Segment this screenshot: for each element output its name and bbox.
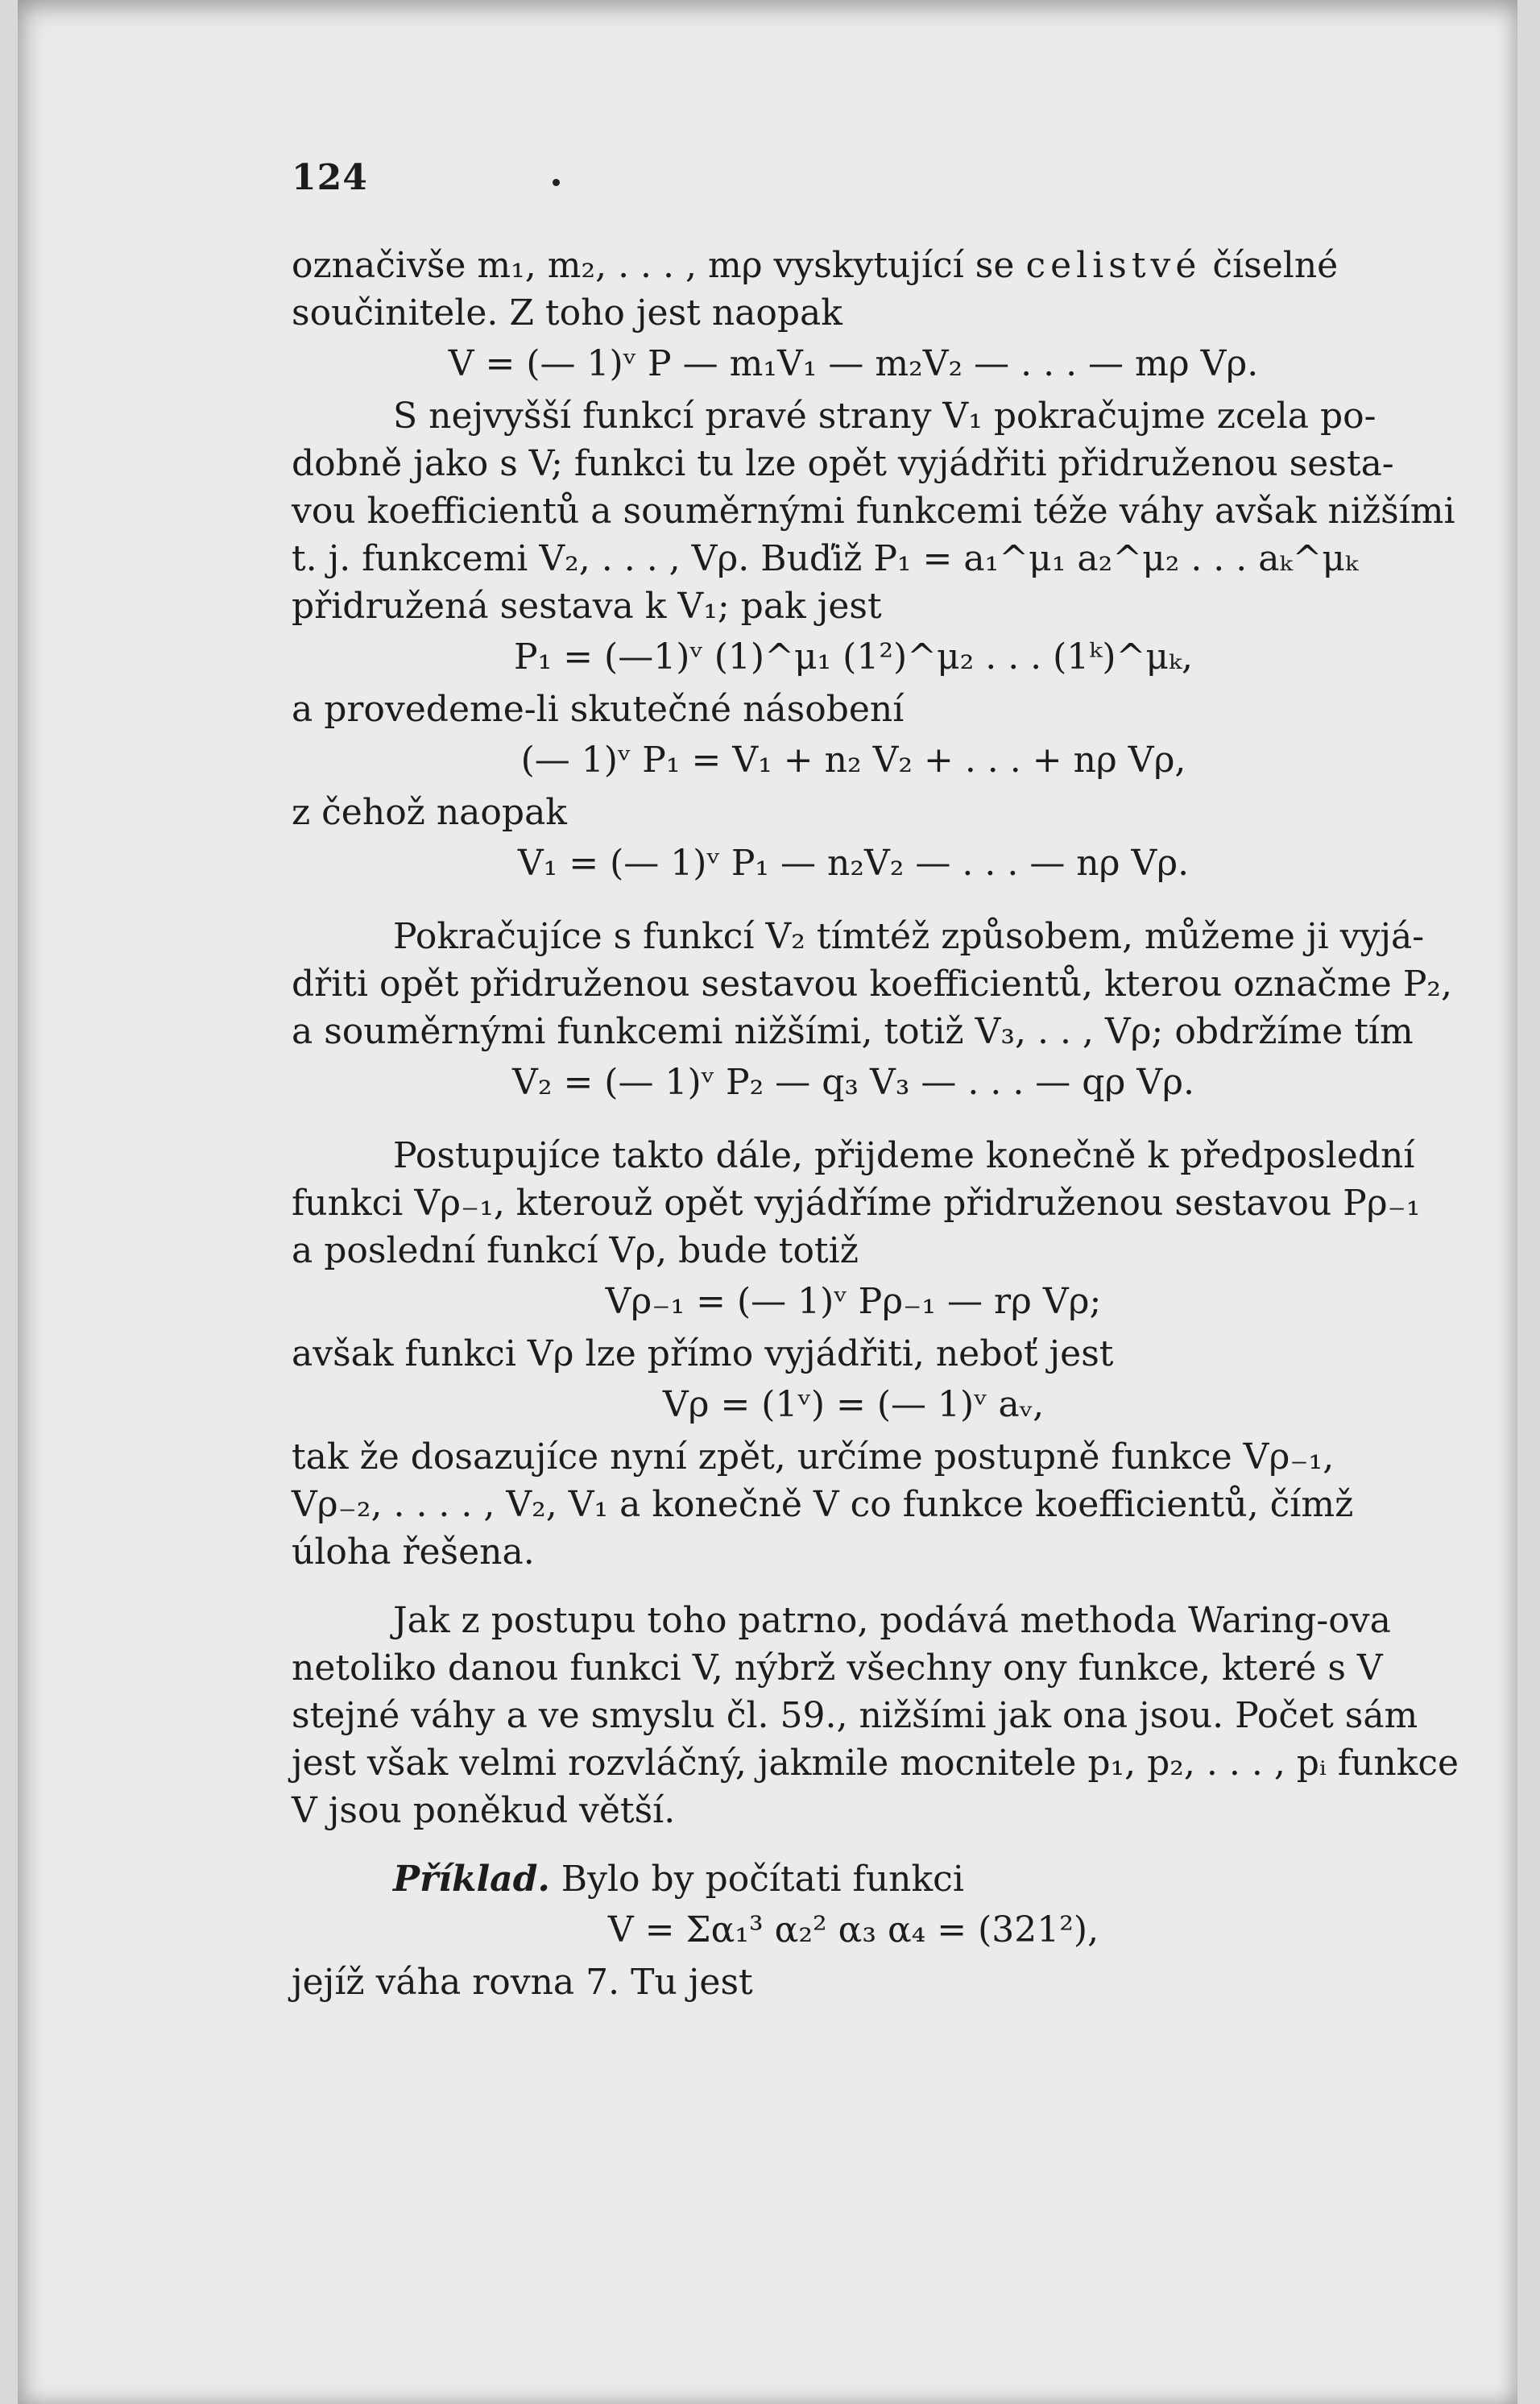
- paragraph-5-cont: [292, 960, 1453, 1055]
- equation-5: V₂ = (— 1)ᵛ P₂ — q₃ V₃ — . . . — qρ Vρ.: [512, 1062, 1194, 1103]
- paragraph-6-line-1: Postupujíce takto dále, přijdeme konečně k předposlední: [393, 1135, 1415, 1176]
- paragraph-9-cont: [292, 1644, 1459, 1834]
- paragraph-2-line-3: vou koefficientů a souměrnými funkcemi téže váhy avšak nižšími: [292, 491, 1455, 532]
- paragraph-4: z čehož naopak: [292, 792, 567, 833]
- example-label: Příklad.: [393, 1859, 550, 1900]
- paragraph-2-line-2: dobně jako s V; funkci tu lze opět vyjádřiti přidruženou sesta-: [292, 443, 1394, 484]
- paragraph-6-line-2: funkci Vρ₋₁, kterouž opět vyjádříme přidruženou sestavou Pρ₋₁: [292, 1183, 1421, 1224]
- paragraph-6-cont: [292, 1179, 1421, 1275]
- paragraph-5-line-1: Pokračujíce s funkcí V₂ tímtéž způsobem, můžeme ji vyjá-: [393, 916, 1425, 957]
- paragraph-9-line-2: netoliko danou funkci V, nýbrž všechny ony funkce, které s V: [292, 1648, 1383, 1689]
- paragraph-9-line-4: jest však velmi rozvláčný, jakmile mocnitele p₁, p₂, . . . , pᵢ funkce: [292, 1743, 1459, 1784]
- paragraph-1-line-1c: číselné: [1212, 245, 1339, 286]
- paragraph-1-line-1a: označivše m₁, m₂, . . . , mρ vyskytující se: [292, 245, 1015, 286]
- paragraph-5-line-3: a souměrnými funkcemi nižšími, totiž V₃, . . , Vρ; obdržíme tím: [292, 1011, 1414, 1052]
- paragraph-8-line-2: Vρ₋₂, . . . . , V₂, V₁ a konečně V co funkce koefficientů, čímž: [292, 1484, 1354, 1525]
- paragraph-2-line-4: t. j. funkcemi V₂, . . . , Vρ. Buďiž P₁ = a₁^μ₁ a₂^μ₂ . . . aₖ^μₖ: [292, 538, 1359, 579]
- paragraph-2-cont: [292, 440, 1455, 630]
- paragraph-8-line-3: úloha řešena.: [292, 1532, 535, 1573]
- example-text: Bylo by počítati funkci: [561, 1859, 964, 1900]
- paragraph-3: a provedeme-li skutečné násobení: [292, 689, 905, 730]
- paragraph-1-spaced-word: celistvé: [1025, 245, 1202, 286]
- paragraph-7: avšak funkci Vρ lze přímo vyjádřiti, neboť jest: [292, 1333, 1114, 1374]
- equation-3: (— 1)ᵛ P₁ = V₁ + n₂ V₂ + . . . + nρ Vρ,: [520, 740, 1186, 781]
- paragraph-2: [292, 392, 1415, 440]
- paragraph-9-line-5: V jsou poněkud větší.: [292, 1790, 676, 1831]
- page-sheet: [18, 0, 1517, 2404]
- paragraph-1: [292, 242, 1415, 337]
- paragraph-9: [292, 1597, 1415, 1644]
- paragraph-2-line-5: přidružená sestava k V₁; pak jest: [292, 586, 882, 627]
- paragraph-6-line-3: a poslední funkcí Vρ, bude totiž: [292, 1230, 859, 1271]
- paragraph-2-line-1: S nejvyšší funkcí pravé strany V₁ pokračujme zcela po-: [393, 396, 1376, 437]
- page-number: 124: [292, 157, 368, 198]
- paragraph-10: [292, 1855, 1415, 1903]
- equation-7: Vρ = (1ᵛ) = (— 1)ᵛ aᵥ,: [662, 1384, 1045, 1425]
- paragraph-11: jejíž váha rovna 7. Tu jest: [292, 1962, 753, 2003]
- equation-4: V₁ = (— 1)ᵛ P₁ — n₂V₂ — . . . — nρ Vρ.: [517, 843, 1190, 884]
- paragraph-8-line-1: tak že dosazujíce nyní zpět, určíme postupně funkce Vρ₋₁,: [292, 1436, 1335, 1478]
- paragraph-9-line-3: stejné váhy a ve smyslu čl. 59., nižšími jak ona jsou. Počet sám: [292, 1695, 1418, 1736]
- paragraph-1-line-2: součinitele. Z toho jest naopak: [292, 292, 842, 334]
- paragraph-6: [292, 1132, 1415, 1179]
- page-body: [292, 242, 1459, 2006]
- equation-6: Vρ₋₁ = (— 1)ᵛ Pρ₋₁ — rρ Vρ;: [605, 1281, 1102, 1322]
- paragraph-5: [292, 913, 1425, 960]
- paragraph-5-line-2: dřiti opět přidruženou sestavou koefficientů, kterou označme P₂,: [292, 964, 1453, 1005]
- equation-2: P₁ = (—1)ᵛ (1)^μ₁ (1²)^μ₂ . . . (1ᵏ)^μₖ,: [513, 636, 1194, 678]
- paragraph-9-line-1: Jak z postupu toho patrno, podává methoda Waring-ova: [393, 1600, 1391, 1641]
- equation-1: V = (— 1)ᵛ P — m₁V₁ — m₂V₂ — . . . — mρ Vρ.: [448, 343, 1259, 384]
- ink-dot: [553, 179, 560, 186]
- paragraph-8: [292, 1433, 1415, 1576]
- equation-8: V = Σα₁³ α₂² α₃ α₄ = (321²),: [607, 1909, 1099, 1950]
